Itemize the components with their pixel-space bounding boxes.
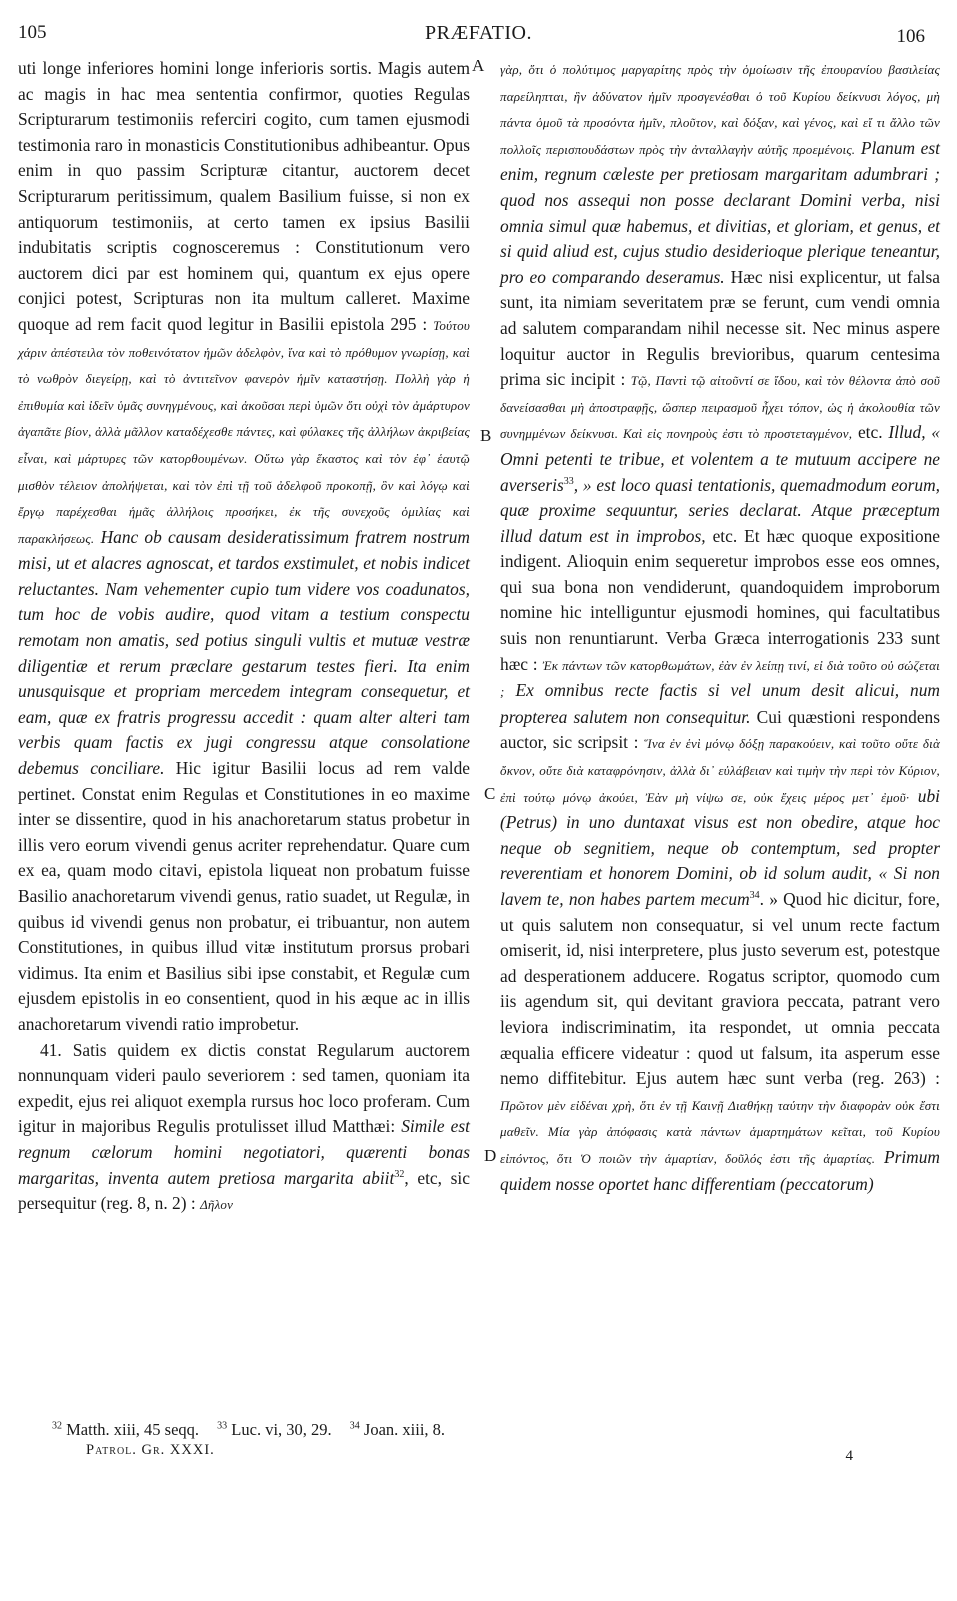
body-text: 41. Satis quidem ex dictis constat Regularum auctorem nonnunquam videri paulo severiorem : sed tamen, quoniam ita expedit, ejus rei aliquot exempla rursus hoc loco proferam. Cum igitur in majoribus Regulis protulisset illud Matthæi:: [18, 1039, 470, 1137]
margin-marker-d: D: [484, 1146, 497, 1165]
footnote-ref-34: 34: [749, 890, 760, 902]
body-text: etc.: [857, 422, 883, 443]
left-column: [18, 56, 470, 1218]
margin-marker-b: B: [480, 426, 492, 445]
footnote-34: [350, 1420, 445, 1439]
footnotes: [52, 1420, 459, 1440]
right-column: [500, 56, 940, 1197]
body-text: Hic igitur Basilii locus ad rem valde pertinet. Constat enim Regulas et Constitutiones in eo maxime inter se dissentire, quod in his anachoretarum status probetur in illis vero eorum vivendi genus acriter reprehendatur. Quare cum ex ea, quam modo citavi, epistola liqueat non probatum fuisse Basilio anachoretarum vivendi genus, ratio suadet, ut Regulæ, in quibus id vivendi genus non probatur, ei tribuantur, non autem Constitutiones, in quibus illud vitæ institutum prorsus probari vidimus. Ita enim et Basilius sibi ipse constabit, et Regulæ cum ejusdem epistolis in eo consentient, quod in his æque ac in illis anachoretarum vivendi ratio improbetur.: [18, 758, 470, 1034]
greek-quotation: Πρῶτον μὲν εἰδέναι χρὴ, ὅτι ἐν τῇ Καινῇ Διαθήκῃ ταύτην τὴν διαφορὰν οὐκ ἔστι μαθεῖν. Μία γὰρ ἀπόφασις κατὰ πάντων ἁμαρτημάτων κεῖται, τοῦ Κυρίου εἰπόντος, ὅτι Ὁ ποιῶν τὴν ἁμαρτίαν, δοῦλός ἐστι τῆς ἁμαρτίας.: [500, 1097, 940, 1166]
footnote-text: Matth. xiii, 45 seqq.: [66, 1420, 200, 1439]
page-number-right: 106: [896, 26, 925, 47]
margin-marker-a: A: [472, 56, 485, 75]
greek-quotation: γὰρ, ὅτι ὁ πολύτιμος μαργαρίτης πρὸς τὴν ὁμοίωσιν τῆς ἐπουρανίου βασιλείας παρείληπται, ἣν ἀδύνατον ἡμῖν προσγενέσθαι ὁ τοῦ Κυρίου δείκνυσι λόγος, μὴ πάντα ὁμοῦ τὰ προσόντα ἡμῖν, πλοῦτον, καὶ δόξαν, καὶ γένος, καὶ εἴ τι ἄλλο τῶν πολλοῖς περισπουδάστων πρὸς τὴν ἀνταλλαγὴν αὐτῆς προεμένοις.: [500, 62, 940, 157]
signature-mark: 4: [845, 1448, 853, 1464]
greek-quotation: Ἐκ πάντων τῶν κατορθωμάτων, ἐὰν ἐν λείπῃ τινί, εἰ διὰ τοῦτο οὐ σώζεται ;: [500, 657, 940, 700]
body-text: etc. Et hæc quoque expositione indigent. Alioquin enim sequeretur improbos esse eos omnes, qui sua bona non vendiderunt, quandoquidem improborum nomine hic intelliguntur ejusmodi homines, qui facultatibus suis non renuntiarunt. Verba Græca interrogationis 233 sunt hæc :: [500, 525, 940, 674]
latin-translation: Hanc ob causam desideratissimum fratrem nostrum misi, ut et alacres agnoscat, et tardos exstimulet, et nobis indicet reluctantes. Nam vehementer cupio tum videre vos coadunatos, tum hoc de vobis audire, quod vitam a testium conspectu remotam non amatis, sed potius singuli vultis et mutuæ vestræ diligentiæ et rerum præclare gestarum testes fieri. Ita enim unusquisque et propriam mercedem integram consequetur, et eam, quæ ex fratris progressu accedit : quam alter alteri tam verbis quam factis ex jugi congressu atque consolatione debemus conciliare.: [18, 526, 470, 779]
latin-translation: Primum quidem nosse oportet hanc differentiam (peccatorum): [500, 1146, 940, 1194]
latin-translation: Illud, « Omni petenti te tribue, et volentem a te mutuum accipere ne averseris: [500, 422, 940, 495]
latin-translation: , » est loco quasi tentationis, quemadmodum eorum, quæ proxime sequuntur, series declarat. Atque præceptum illud datum est in improbos,: [500, 474, 940, 546]
greek-quotation: Δῆλον: [200, 1197, 234, 1213]
footnote-number: 34: [349, 1420, 360, 1432]
body-text: Cui quæstioni respondens auctor, sic scripsit :: [500, 706, 940, 753]
body-text: Hæc nisi explicentur, ut falsa sunt, ita nimiam severitatem præ se ferunt, cum vendi omnia ad salutem comparandam nihil necesse sit. Nec minus aspere loquitur auctor in Regulis brevioribus, quarum centesima prima sic incipit :: [500, 266, 940, 390]
latin-quotation: Simile est regnum cælorum homini negotiatori, quærenti bonas margaritas, inventa autem pretiosa margarita abiit: [18, 1116, 470, 1188]
body-text: , etc, sic persequitur (reg. 8, n. 2) :: [18, 1167, 470, 1214]
footnote-text: Joan. xiii, 8.: [363, 1420, 446, 1439]
paragraph: [500, 56, 940, 1197]
greek-quotation: Τούτου χάριν ἀπέστειλα τὸν ποθεινότατον ἡμῶν ἀδελφὸν, ἵνα καὶ τὸ πρόθυμον γνωρίσῃ, καὶ τὸ νωθρὸν διεγείρῃ, καὶ τὸ ἀντιτεῖνον φανερὸν ἡμῖν καταστήσῃ. Πολλὴ γὰρ ἡ ἐπιθυμία καὶ ἰδεῖν ὑμᾶς συνηγμένους, καὶ ἀκοῦσαι περὶ ὑμῶν ὅτι οὐχὶ τὸν ἀμάρτυρον ἀγαπᾶτε βίον, ἀλλὰ μᾶλλον καταδέχεσθε πάντες, καὶ φύλακες τῆς ἀλλήλων ἀκριβείας εἶναι, καὶ μάρτυρες τῶν κατορθουμένων. Οὕτω γὰρ ἕκαστος καὶ τὸν ἐφ᾽ ἑαυτῷ μισθὸν τέλειον ἀπολήψεται, καὶ τὸν ἐπὶ τῇ τοῦ ἀδελφοῦ προκοπῇ, ὃν καὶ λόγῳ καὶ ἔργῳ παρέχεσθαι ἡμᾶς ἀλλήλοις προσήκει, ἐκ τῆς συνεχοῦς ὁμιλίας καὶ παρακλήσεως.: [18, 317, 470, 546]
volume-reference: Patrol. Gr. XXXI.: [86, 1442, 215, 1458]
body-text: uti longe inferiores homini longe inferioris sortis. Magis autem ac magis in hac mea sententia confirmor, quoties Regulas Scripturarum testimoniis referciri cogito, cum tamen ejusmodi testimonia raro in monasticis Constitutionibus adhibeantur. Opus enim in quo passim Scripturæ citantur, auctorem decet Scripturarum peritissimum, qualem Basilium fuisse, si non ex antiquorum testimoniis, at certo tamen ex ipsius Basilii indubitatis scriptis cognosceremus : Constitutionum vero auctorem dici par est hominem qui, quantum ex ejus opere conjici potest, Scripturas non ita multum calleret. Maxime quoque ad rem facit quod legitur in Basilii epistola 295 :: [18, 58, 470, 334]
latin-translation: ubi (Petrus) in uno duntaxat visus est non obedire, atque hoc neque ob segnitiem, neque ob contemptum, sed propter reverentiam et honorem Domini, ob id solum audit, « Si non lavem te, non habes partem mecum: [500, 785, 940, 909]
greek-quotation: Ἵνα ἐν ἑνὶ μόνῳ δόξῃ παρακούειν, καὶ τοῦτο οὔτε διὰ ὄκνον, οὔτε διὰ καταφρόνησιν, ἀλλὰ δι᾽ εὐλάβειαν καὶ τιμὴν τὴν περὶ τὸν Κύριον, ἐπὶ τούτῳ μόνῳ ἀκούει, Ἐὰν μὴ νίψω σε, οὐκ ἔχεις μέρος μετ᾽ ἐμοῦ·: [500, 736, 940, 805]
greek-quotation: Τῷ, Παντὶ τῷ αἰτοῦντί σε ἴδου, καὶ τὸν θέλοντα ἀπὸ σοῦ δανείσασθαι μὴ ἀποστραφῇς, ὥσπερ πειρασμοῦ ἦχει τόπον, ὡς ἡ ἀκολουθία τῶν συνημμένων δείκνυσι. Καὶ εἰς πονηροὺς ἐστι τὸ προστεταγμένον,: [500, 373, 940, 442]
latin-translation: Ex omnibus recte factis si vel unum desit alicui, num propterea salutem non consequitur.: [500, 680, 940, 727]
paragraph: [18, 56, 470, 1038]
latin-translation: Planum est enim, regnum cæleste per pretiosam margaritam adumbrari ; quod nos assequi non posse declarant Domini verba, nisi omnia simul quæ habemus, et divitias, et gloriam, et genus, et si quid aliud est, cujus studio desiderioque plerique teneantur, pro eo comparando deseramus.: [500, 137, 940, 287]
footnote-text: Luc. vi, 30, 29.: [231, 1420, 332, 1439]
margin-marker-c: C: [484, 784, 496, 803]
footnote-ref-32: 32: [394, 1168, 405, 1180]
paragraph-41: [18, 1038, 470, 1218]
text-columns: [18, 56, 939, 1422]
footnote-33: [217, 1420, 332, 1439]
footnote-ref-33: 33: [563, 475, 574, 487]
page-number-left: 105: [18, 22, 47, 43]
running-title: PRÆFATIO.: [425, 22, 532, 44]
running-header: [18, 22, 939, 56]
footnote-number: 33: [217, 1420, 228, 1432]
footnote-32: [52, 1420, 199, 1439]
footnote-number: 32: [52, 1420, 62, 1432]
body-text: . » Quod hic dicitur, fore, ut quis salutem non consequatur, si vel unum recte factum omiserit, id, nisi interpretere, plus justo severum est, potestque ad desperationem adducere. Rogatus scriptor, quomodo cum iis agendum sit, qui devitant graviora peccata, patrant vero leviora indiscriminatim, ita respondet, ut omnia peccata æqualia efficere videatur : quod ut falsum, ita asperum esse nemo diffitebitur. Ejus autem hæc sunt verba (reg. 263) :: [500, 889, 940, 1089]
